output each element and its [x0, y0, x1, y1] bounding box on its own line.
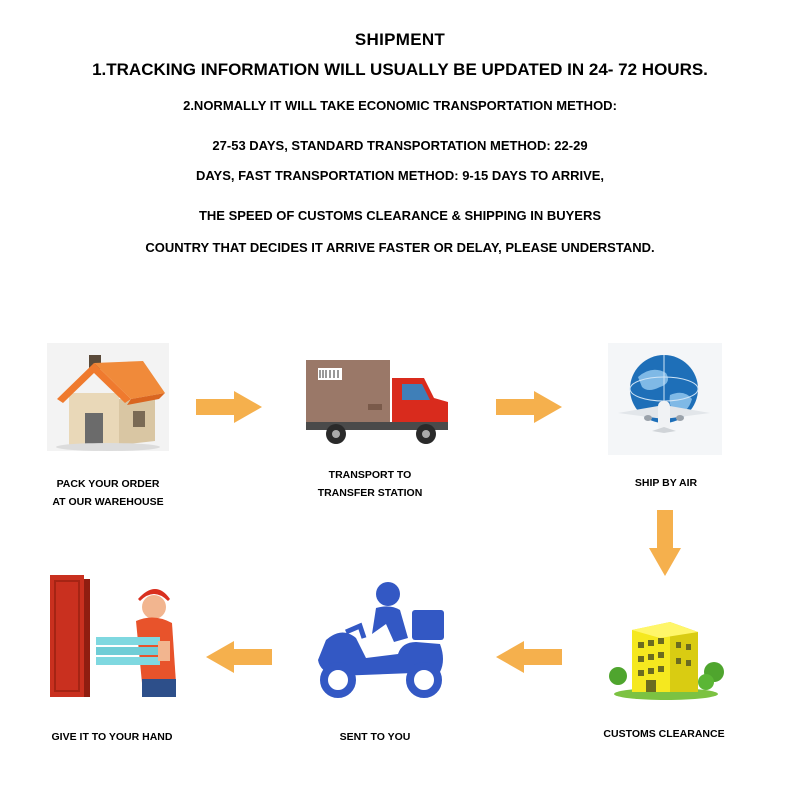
- step-pack-line1: PACK YOUR ORDER: [56, 478, 160, 490]
- step-customs-line1: CUSTOMS CLEARANCE: [603, 728, 725, 740]
- step-customs-label: [564, 725, 764, 743]
- step-air-label: [566, 474, 766, 492]
- tracking-info-text: 1.TRACKING INFORMATION WILL USUALLY BE UPDATED IN 24- 72 HOURS.: [92, 60, 708, 79]
- arrow-left-icon: [496, 641, 562, 673]
- step-transport-line1: TRANSPORT TO: [328, 469, 412, 481]
- info-line-5: THE SPEED OF CUSTOMS CLEARANCE & SHIPPING IN BUYERS: [198, 208, 602, 223]
- info-line-4: DAYS, FAST TRANSPORTATION METHOD: 9-15 DAYS TO ARRIVE,: [195, 168, 605, 183]
- scooter-courier-icon: [312, 580, 448, 700]
- arrow-left-icon: [206, 641, 272, 673]
- step-transport-line2: TRANSFER STATION: [317, 487, 423, 499]
- info-line-6: COUNTRY THAT DECIDES IT ARRIVE FASTER OR DELAY, PLEASE UNDERSTAND.: [145, 240, 655, 255]
- info-line-2: 2.NORMALLY IT WILL TAKE ECONOMIC TRANSPORTATION METHOD:: [183, 98, 617, 113]
- info-line-3: 27-53 DAYS, STANDARD TRANSPORTATION METHOD: 22-29: [212, 138, 588, 153]
- delivery-truck-icon: [306, 360, 452, 446]
- step-transport-label: [270, 466, 470, 502]
- step-hand-label: [12, 728, 212, 746]
- arrow-right-icon: [196, 391, 262, 423]
- customs-building-icon: [610, 612, 722, 700]
- arrow-right-icon: [496, 391, 562, 423]
- page-title: SHIPMENT: [354, 30, 446, 49]
- step-air-line1: SHIP BY AIR: [634, 477, 698, 489]
- arrow-down-icon: [649, 510, 681, 576]
- warehouse-house-icon: [47, 343, 169, 451]
- step-pack-label: [8, 475, 208, 511]
- delivery-person-door-icon: [50, 575, 180, 699]
- step-sent-label: [275, 728, 475, 746]
- step-pack-line2: AT OUR WAREHOUSE: [52, 496, 164, 508]
- step-sent-line1: SENT TO YOU: [339, 731, 411, 743]
- air-freight-icon: [608, 343, 722, 455]
- step-hand-line1: GIVE IT TO YOUR HAND: [51, 731, 173, 743]
